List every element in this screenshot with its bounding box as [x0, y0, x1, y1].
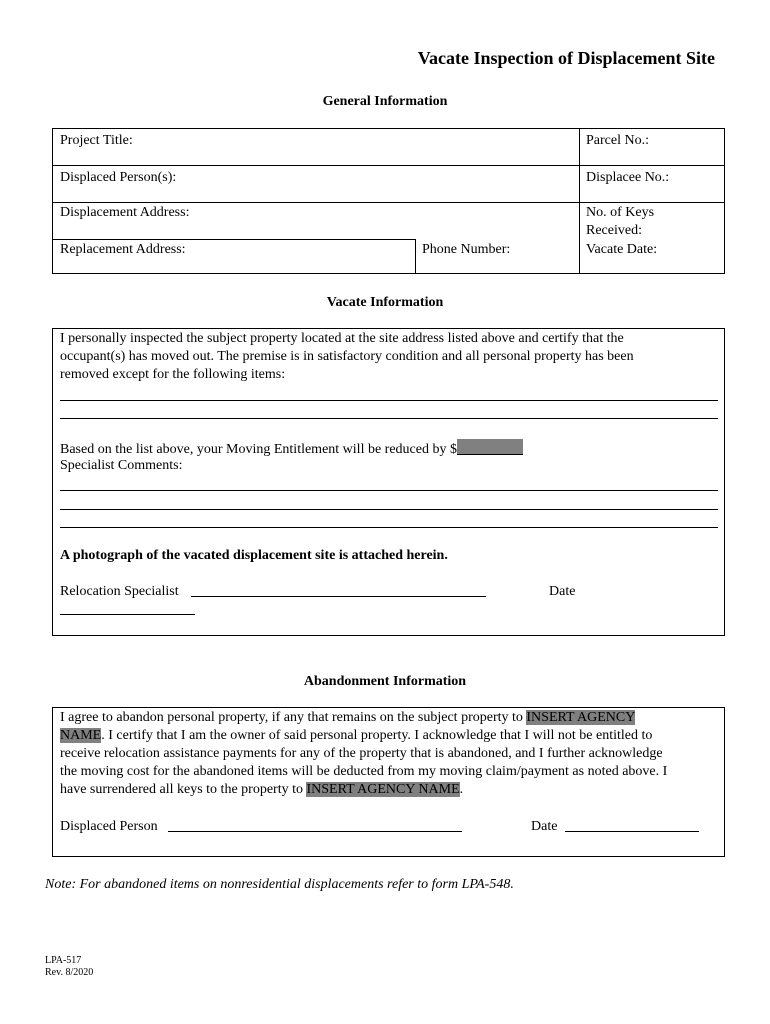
- agency-name-field[interactable]: INSERT AGENCY NAME: [306, 782, 460, 797]
- parcel-no-field[interactable]: Parcel No.:: [586, 133, 649, 148]
- vacate-information-box: [52, 328, 725, 636]
- keys-received-label-line2: Received:: [586, 223, 642, 238]
- specialist-date-line[interactable]: [60, 614, 195, 615]
- keys-received-label-line1: No. of Keys: [586, 205, 655, 220]
- project-title-field[interactable]: Project Title:: [60, 133, 133, 148]
- nonresidential-note: Note: For abandoned items on nonresidential displacements refer to form LPA-548.: [45, 877, 514, 892]
- phone-number-field[interactable]: Phone Number:: [422, 242, 511, 257]
- displaced-person-signature-line[interactable]: [168, 831, 462, 832]
- abandonment-information-box: [52, 707, 725, 857]
- abandonment-statement: I agree to abandon personal property, if any that remains on the subject property to INSERT AGENCY NAME. I certify that I am the owner of said personal property. I acknowledge that I will not be entitled to receive relocation assistance payments for any of the property that is abandoned, and I further acknowledge the moving cost for the abandoned items will be deducted from my moving claim/payment as noted above. I have surrendered all keys to the property to INSERT AGENCY NAME.: [60, 710, 668, 797]
- comments-line[interactable]: [60, 490, 718, 491]
- agency-name-field-continued[interactable]: NAME: [60, 728, 102, 743]
- relocation-specialist-label: Relocation Specialist: [60, 584, 179, 599]
- column-divider: [415, 239, 416, 273]
- comments-line[interactable]: [60, 527, 718, 528]
- keys-received-field[interactable]: [586, 204, 654, 240]
- comments-line[interactable]: [60, 509, 718, 510]
- items-line[interactable]: [60, 418, 718, 419]
- displaced-persons-field[interactable]: Displaced Person(s):: [60, 170, 177, 185]
- agency-name-field[interactable]: INSERT AGENCY: [526, 710, 636, 725]
- reduction-amount-field[interactable]: [457, 439, 523, 455]
- row-divider: [53, 165, 724, 166]
- page-title: Vacate Inspection of Displacement Site: [417, 48, 715, 68]
- abandonment-date-label: Date: [531, 819, 558, 834]
- column-divider: [579, 129, 580, 273]
- row-divider: [53, 202, 724, 203]
- entitlement-reduction: Based on the list above, your Moving Entitlement will be reduced by $: [60, 439, 523, 459]
- items-line[interactable]: [60, 400, 718, 401]
- specialist-date-label: Date: [549, 584, 576, 599]
- general-information-heading: General Information: [322, 94, 448, 109]
- displaced-person-label: Displaced Person: [60, 819, 158, 834]
- inspection-statement: I personally inspected the subject property located at the site address listed above and certify that the occupant(s) has moved out. The premise is in satisfactory condition and all personal property has been removed except for the following items:: [60, 331, 634, 382]
- vacate-information-heading: Vacate Information: [326, 295, 444, 310]
- abandonment-date-line[interactable]: [565, 831, 699, 832]
- general-information-table: [52, 128, 725, 274]
- specialist-comments-label: Specialist Comments:: [60, 458, 183, 473]
- relocation-specialist-signature-line[interactable]: [191, 596, 486, 597]
- displacee-no-field[interactable]: Displacee No.:: [586, 170, 670, 185]
- displacement-address-field[interactable]: Displacement Address:: [60, 205, 190, 220]
- form-revision: Rev. 8/2020: [45, 967, 94, 978]
- photo-attached-note: A photograph of the vacated displacement site is attached herein.: [60, 548, 448, 563]
- abandonment-information-heading: Abandonment Information: [303, 674, 467, 689]
- vacate-date-field[interactable]: Vacate Date:: [586, 242, 658, 257]
- form-number: LPA-517: [45, 955, 82, 966]
- row-divider: [53, 239, 415, 240]
- replacement-address-field[interactable]: Replacement Address:: [60, 242, 186, 257]
- form-footer: [45, 955, 93, 979]
